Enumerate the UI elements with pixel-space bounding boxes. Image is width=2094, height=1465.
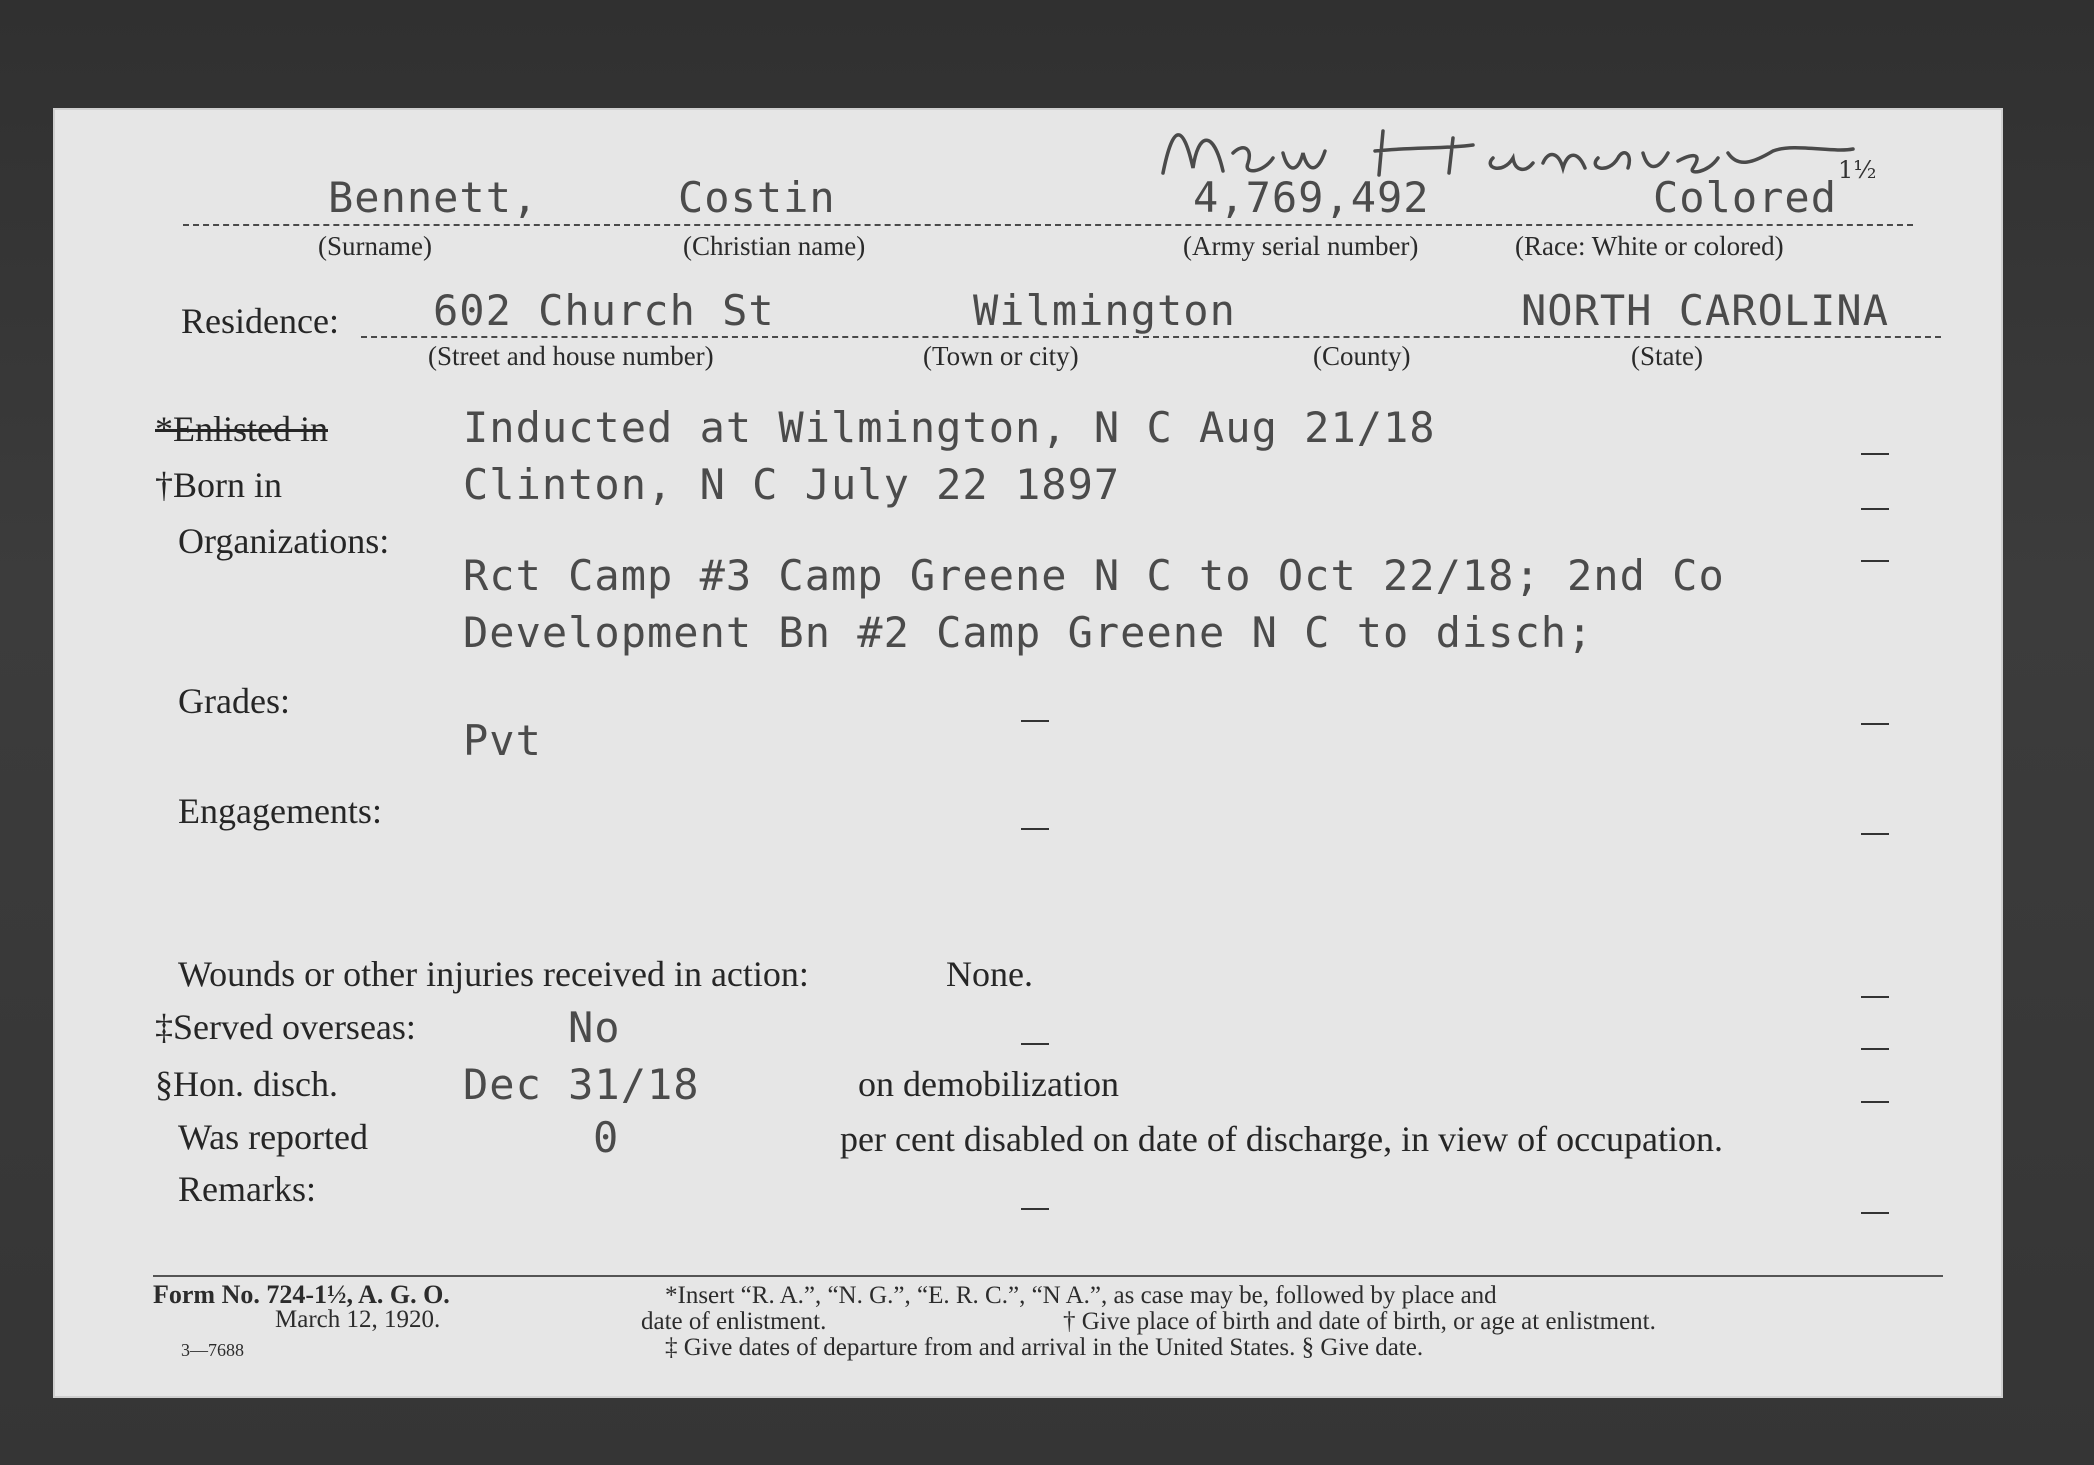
- enlisted-value: Inducted at Wilmington, N C Aug 21/18: [463, 403, 1436, 452]
- remarks-label: Remarks:: [178, 1169, 316, 1209]
- reported-value: 0: [593, 1113, 620, 1162]
- race-caption: (Race: White or colored): [1515, 231, 1784, 261]
- footnote-line-3: ‡ Give dates of departure from and arrival in the United States. § Give date.: [665, 1334, 1424, 1361]
- tick-mark: [1861, 1048, 1889, 1050]
- wounds-value: None.: [946, 954, 1033, 994]
- service-record-card: [53, 108, 2003, 1398]
- wounds-label: Wounds or other injuries received in action:: [178, 954, 809, 994]
- tick-mark: [1021, 1208, 1049, 1210]
- surname-value: Bennett,: [328, 173, 539, 222]
- residence-rule: [361, 336, 1941, 338]
- organizations-line-1: Rct Camp #3 Camp Greene N C to Oct 22/18; 2nd Co: [463, 551, 1725, 600]
- footnote-line-1: *Insert “R. A.”, “N. G.”, “E. R. C.”, “N A.”, as case may be, followed by place and: [665, 1282, 1497, 1309]
- tick-mark: [1861, 1101, 1889, 1103]
- residence-label: Residence:: [181, 301, 339, 341]
- hon-disch-label: §Hon. disch.: [155, 1064, 338, 1104]
- reported-label: Was reported: [178, 1117, 369, 1157]
- tick-mark: [1861, 1212, 1889, 1214]
- print-code: 3—7688: [181, 1340, 244, 1360]
- grades-label: Grades:: [178, 681, 290, 721]
- footer-rule: [153, 1275, 1943, 1277]
- serial-number-value: 4,769,492: [1193, 173, 1430, 222]
- tick-mark: [1861, 453, 1889, 455]
- tick-mark: [1021, 720, 1049, 722]
- grades-value: Pvt: [463, 716, 542, 765]
- tick-mark: [1021, 828, 1049, 830]
- tick-mark: [1861, 996, 1889, 998]
- born-value: Clinton, N C July 22 1897: [463, 460, 1121, 509]
- tick-mark: [1021, 1043, 1049, 1045]
- christian-name-value: Costin: [678, 173, 836, 222]
- residence-street: 602 Church St: [433, 286, 775, 335]
- tick-mark: [1861, 560, 1889, 562]
- hon-disch-suffix: on demobilization: [858, 1064, 1119, 1104]
- county-caption: (County): [1313, 341, 1411, 371]
- tick-mark: [1861, 833, 1889, 835]
- reported-suffix: per cent disabled on date of discharge, in view of occupation.: [840, 1119, 1724, 1159]
- street-caption: (Street and house number): [428, 341, 714, 371]
- state-caption: (State): [1631, 341, 1703, 371]
- residence-town: Wilmington: [973, 286, 1236, 335]
- overseas-label: ‡Served overseas:: [155, 1007, 416, 1047]
- born-label: †Born in: [155, 465, 283, 505]
- engagements-label: Engagements:: [178, 791, 382, 831]
- hon-disch-value: Dec 31/18: [463, 1060, 700, 1109]
- tick-mark: [1861, 508, 1889, 510]
- organizations-line-2: Development Bn #2 Camp Greene N C to disch;: [463, 608, 1594, 657]
- corner-fraction: 1½: [1838, 156, 1877, 184]
- residence-state: NORTH CAROLINA: [1521, 286, 1890, 335]
- tick-mark: [1861, 723, 1889, 725]
- footnote-line-2a: date of enlistment.: [641, 1308, 827, 1335]
- overseas-value: No: [568, 1003, 621, 1052]
- organizations-label: Organizations:: [178, 521, 390, 561]
- footnote-line-2b: † Give place of birth and date of birth, or age at enlistment.: [1063, 1308, 1656, 1335]
- surname-caption: (Surname): [318, 231, 432, 261]
- race-value: Colored: [1653, 173, 1838, 222]
- town-caption: (Town or city): [923, 341, 1079, 371]
- form-date: March 12, 1920.: [275, 1306, 441, 1333]
- serial-number-caption: (Army serial number): [1183, 231, 1419, 261]
- christian-name-caption: (Christian name): [683, 231, 866, 261]
- header-rule: [183, 224, 1913, 226]
- enlisted-label: *Enlisted in: [155, 409, 328, 449]
- form-number: Form No. 724-1½, A. G. O.: [153, 1280, 450, 1309]
